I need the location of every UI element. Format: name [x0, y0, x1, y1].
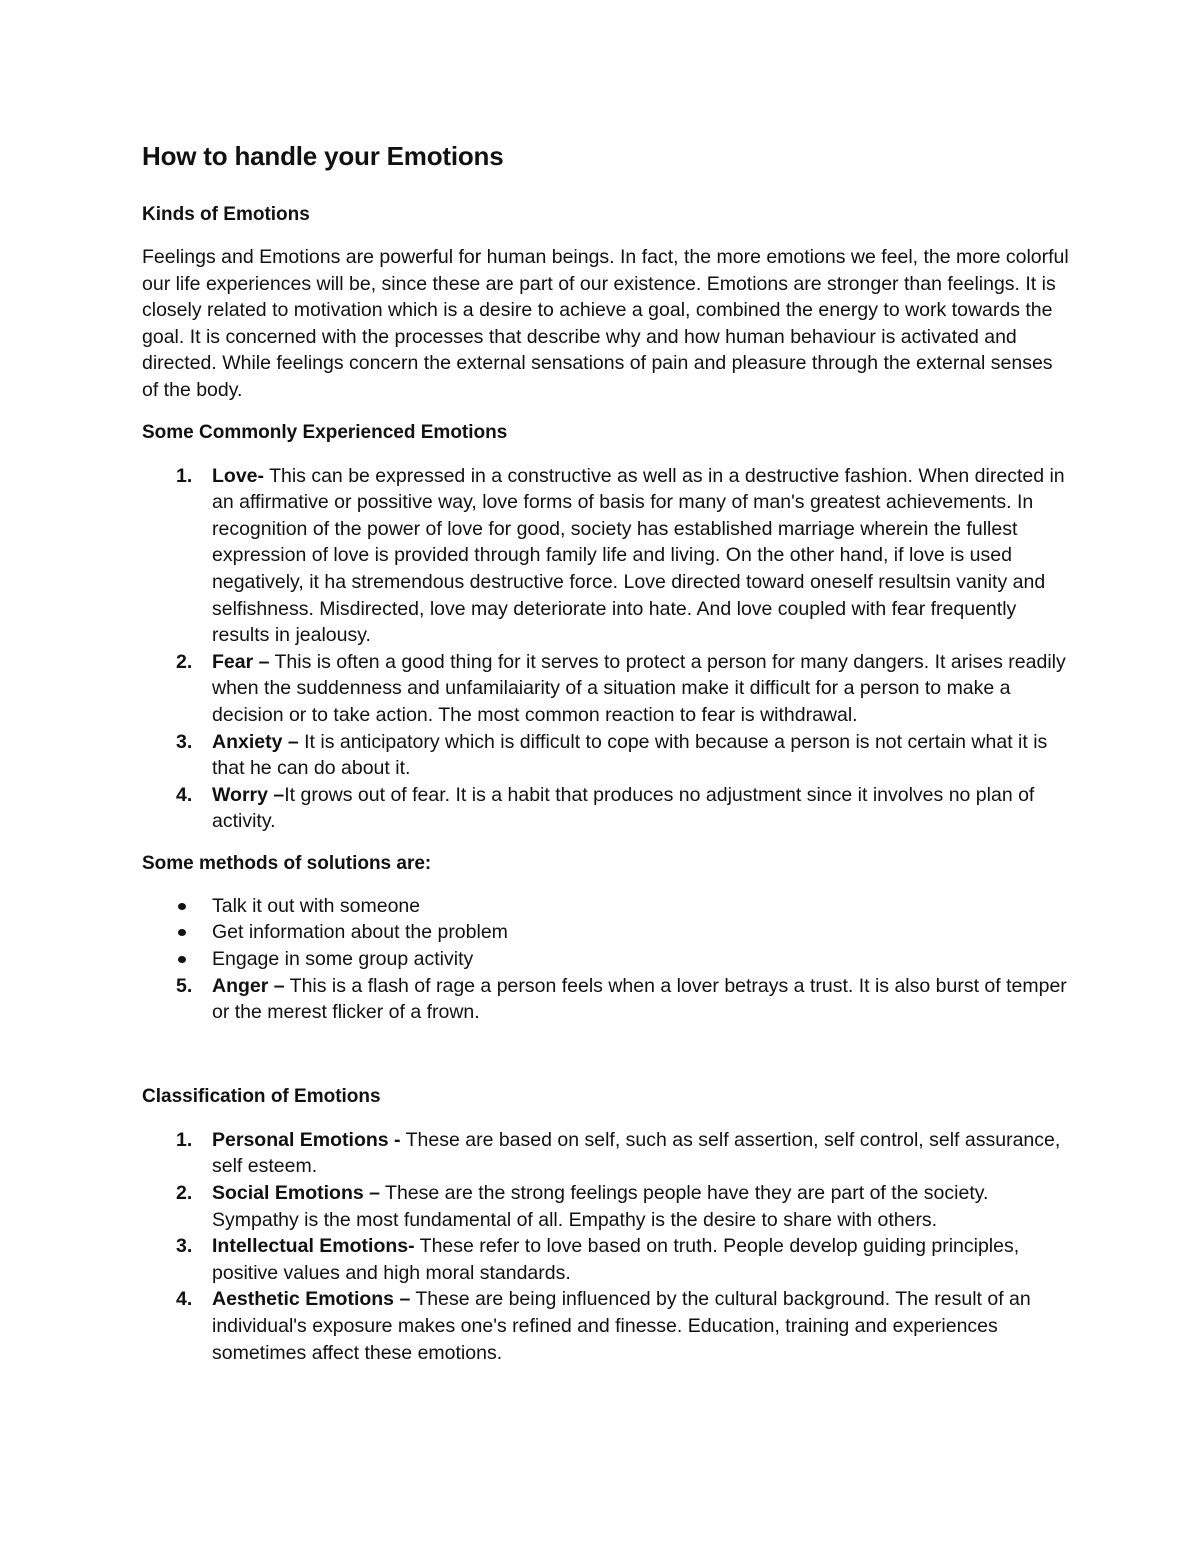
kinds-heading: Kinds of Emotions — [142, 204, 310, 225]
page-title: How to handle your Emotions — [142, 141, 504, 171]
emotion-term: Anger – — [212, 974, 285, 997]
list-number: 3. — [176, 1235, 193, 1258]
emotion-term: Fear – — [212, 650, 270, 673]
list-item — [142, 1286, 1072, 1366]
kinds-paragraph: Feelings and Emotions are powerful for human beings. In fact, the more emotions we feel, the more colorful our life experiences will be, since these are part of our existence. Emotions are stronger than feelings. It is closely related to motivation which is a desire to achieve a goal, combined the energy to work towards the goal. It is concerned with the processes that describe why and how human behaviour is activated and directed. While feelings concern the external sensations of pain and pleasure through the external senses of the body. — [142, 246, 1069, 401]
emotion-description: These refer to love based on truth. People develop guiding principles, positive values and high moral standards. — [212, 1235, 1020, 1284]
methods-heading: Some methods of solutions are: — [142, 852, 432, 874]
bullet-icon — [178, 929, 186, 936]
emotion-term: Anxiety – — [212, 730, 299, 753]
emotion-description: This is often a good thing for it serves to protect a person for many dangers. It arises readily when the suddenness and unfamilaiarity of a situation make it difficult for a person to make a decision or to take action. The most common reaction to fear is withdrawal. — [212, 650, 1066, 726]
method-text: Get information about the problem — [212, 921, 508, 944]
emotion-term: Personal Emotions - — [212, 1128, 401, 1151]
list-number: 4. — [176, 783, 193, 806]
list-item — [142, 1127, 1072, 1180]
emotion-term: Social Emotions – — [212, 1182, 380, 1205]
classification-list — [142, 1127, 1072, 1366]
list-item — [142, 463, 1072, 649]
emotion-description: These are based on self, such as self assertion, self control, self assurance, self esteem. — [212, 1128, 1061, 1178]
method-text: Engage in some group activity — [212, 948, 474, 971]
classification-heading: Classification of Emotions — [142, 1085, 381, 1107]
list-item — [142, 1233, 1072, 1286]
list-number: 5. — [176, 974, 193, 997]
emotion-term: Love- — [212, 464, 265, 487]
method-text: Talk it out with someone — [212, 894, 421, 917]
list-item — [142, 782, 1072, 835]
emotion-description: This can be expressed in a constructive as well as in a destructive fashion. When directed in an affirmative or possitive way, love forms of basis for many of man's greatest achievements. In recognition of the power of love for good, society has established marriage wherein the fullest expression of love is provided through family life and living. On the other hand, if love is used negatively, it ha stremendous destructive force. Love directed toward oneself resultsin vanity and selfishness. Misdirected, love may deteriorate into hate. And love coupled with fear frequently results in jealousy. — [212, 464, 1065, 647]
common-emotions-heading: Some Commonly Experienced Emotions — [142, 421, 508, 443]
list-item — [142, 649, 1072, 729]
list-number: 2. — [176, 1182, 193, 1205]
emotion-description: It grows out of fear. It is a habit that produces no adjustment since it involves no plan of activity. — [212, 783, 1035, 833]
emotion-term: Worry – — [212, 783, 285, 806]
document-page — [142, 138, 1072, 1366]
list-item — [142, 893, 1072, 920]
emotion-description: It is anticipatory which is difficult to cope with because a person is not certain what it is that he can do about it. — [212, 730, 1048, 780]
list-number: 3. — [176, 730, 193, 753]
list-number: 1. — [176, 1128, 193, 1151]
emotion-term: Intellectual Emotions- — [212, 1235, 415, 1258]
methods-list — [142, 893, 1072, 1026]
emotion-term: Aesthetic Emotions – — [212, 1288, 411, 1311]
list-number: 2. — [176, 650, 193, 673]
common-emotions-list — [142, 463, 1072, 835]
bullet-icon — [178, 956, 186, 963]
list-item — [142, 1180, 1072, 1233]
list-item — [142, 946, 1072, 973]
list-item — [142, 919, 1072, 946]
emotion-description: These are the strong feelings people have they are part of the society. Sympathy is the most fundamental of all. Empathy is the desire to share with others. — [212, 1182, 989, 1231]
list-number: 1. — [176, 464, 193, 487]
bullet-icon — [178, 903, 186, 910]
list-item — [142, 973, 1072, 1026]
list-number: 4. — [176, 1288, 193, 1311]
list-item — [142, 729, 1072, 782]
emotion-description: This is a flash of rage a person feels when a lover betrays a trust. It is also burst of temper or the merest flicker of a frown. — [212, 974, 1067, 1024]
emotion-description: These are being influenced by the cultural background. The result of an individual's exposure makes one's refined and finesse. Education, training and experiences sometimes affect these emotions. — [212, 1288, 1031, 1364]
